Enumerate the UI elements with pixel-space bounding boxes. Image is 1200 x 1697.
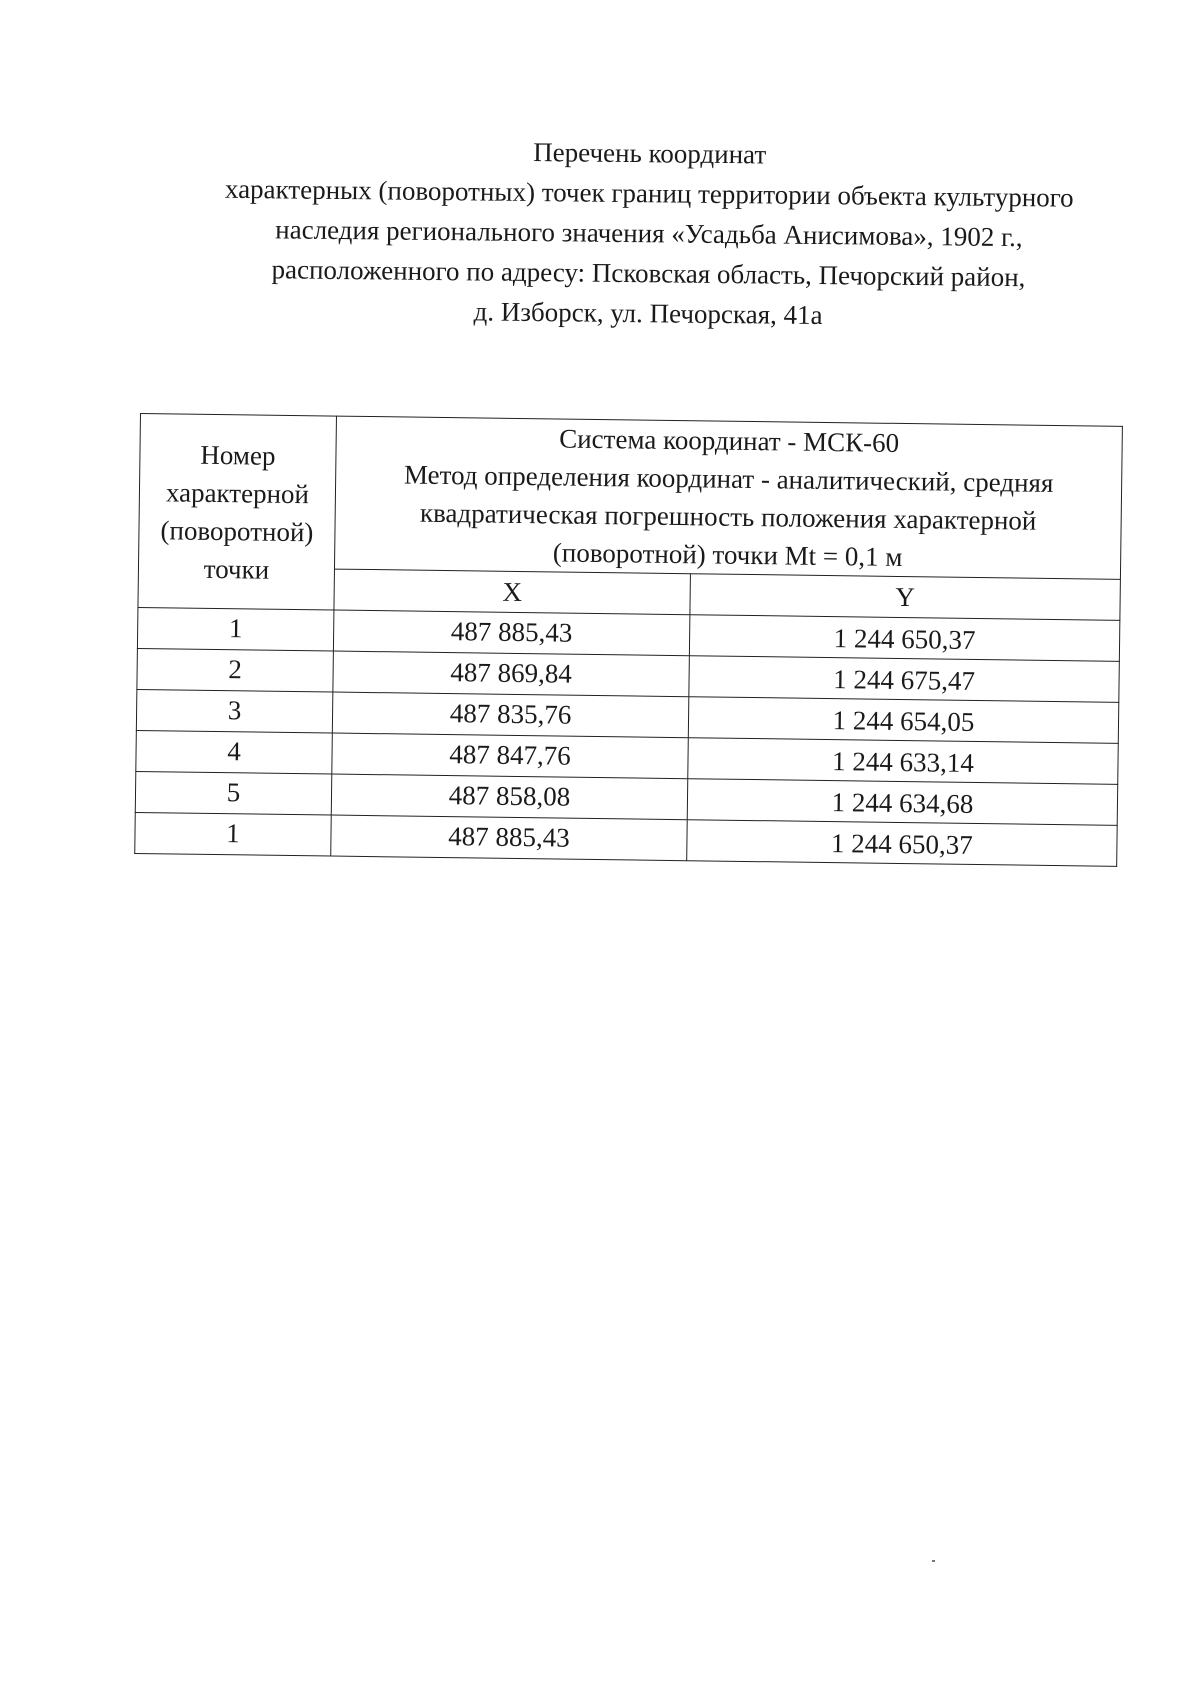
- header-line: (поворотной) точки Mt = 0,1 м: [552, 537, 903, 572]
- title-line: характерных (поворотных) точек границ территории объекта культурного: [224, 173, 1074, 213]
- title-line: расположенного по адресу: Псковская область, Печорский район,: [271, 254, 1026, 293]
- header-line: характерной: [165, 476, 310, 509]
- x-coordinate-cell: 487 858,08: [331, 774, 688, 820]
- table-header-row: [138, 414, 1122, 580]
- x-coordinate-cell: 487 869,84: [333, 651, 690, 697]
- coordinates-table-container: [134, 413, 1122, 867]
- x-coordinate-cell: 487 847,76: [332, 733, 689, 779]
- point-number-header: [138, 414, 337, 611]
- point-number-cell: 5: [135, 771, 332, 815]
- point-number-cell: 2: [137, 648, 334, 692]
- coordinates-table: [134, 413, 1123, 867]
- y-coordinate-cell: 1 244 650,37: [689, 615, 1120, 662]
- y-coordinate-cell: 1 244 633,14: [688, 738, 1119, 785]
- header-line: Система координат - МСК-60: [559, 423, 900, 458]
- header-line: точки: [203, 553, 270, 585]
- title-line: наследия регионального значения «Усадьба Анисимова», 1902 г.,: [275, 214, 1023, 253]
- y-coordinate-cell: 1 244 650,37: [687, 820, 1118, 867]
- title-line: д. Изборск, ул. Печорская, 41а: [473, 296, 823, 331]
- x-coordinate-cell: 487 885,43: [331, 815, 688, 861]
- x-coordinate-cell: 487 885,43: [333, 610, 690, 656]
- y-coordinate-cell: 1 244 634,68: [687, 779, 1118, 826]
- y-column-header: Y: [690, 574, 1121, 621]
- document-title: [148, 128, 1150, 338]
- point-number-cell: 1: [135, 812, 332, 856]
- header-line: Номер: [200, 439, 276, 471]
- header-line: (поворотной): [160, 514, 314, 547]
- title-line: Перечень координат: [533, 137, 767, 170]
- header-line: Метод определения координат - аналитический, средняя: [403, 459, 1054, 498]
- x-coordinate-cell: 487 835,76: [332, 692, 689, 738]
- coordinate-system-header: [334, 416, 1122, 579]
- y-coordinate-cell: 1 244 654,05: [688, 697, 1119, 744]
- x-column-header: X: [334, 569, 691, 615]
- point-number-cell: 3: [136, 689, 333, 733]
- scan-speck: [932, 1560, 935, 1562]
- point-number-cell: 4: [136, 730, 333, 774]
- header-line: квадратическая погрешность положения характерной: [419, 497, 1037, 536]
- y-coordinate-cell: 1 244 675,47: [689, 656, 1120, 703]
- point-number-cell: 1: [137, 607, 334, 651]
